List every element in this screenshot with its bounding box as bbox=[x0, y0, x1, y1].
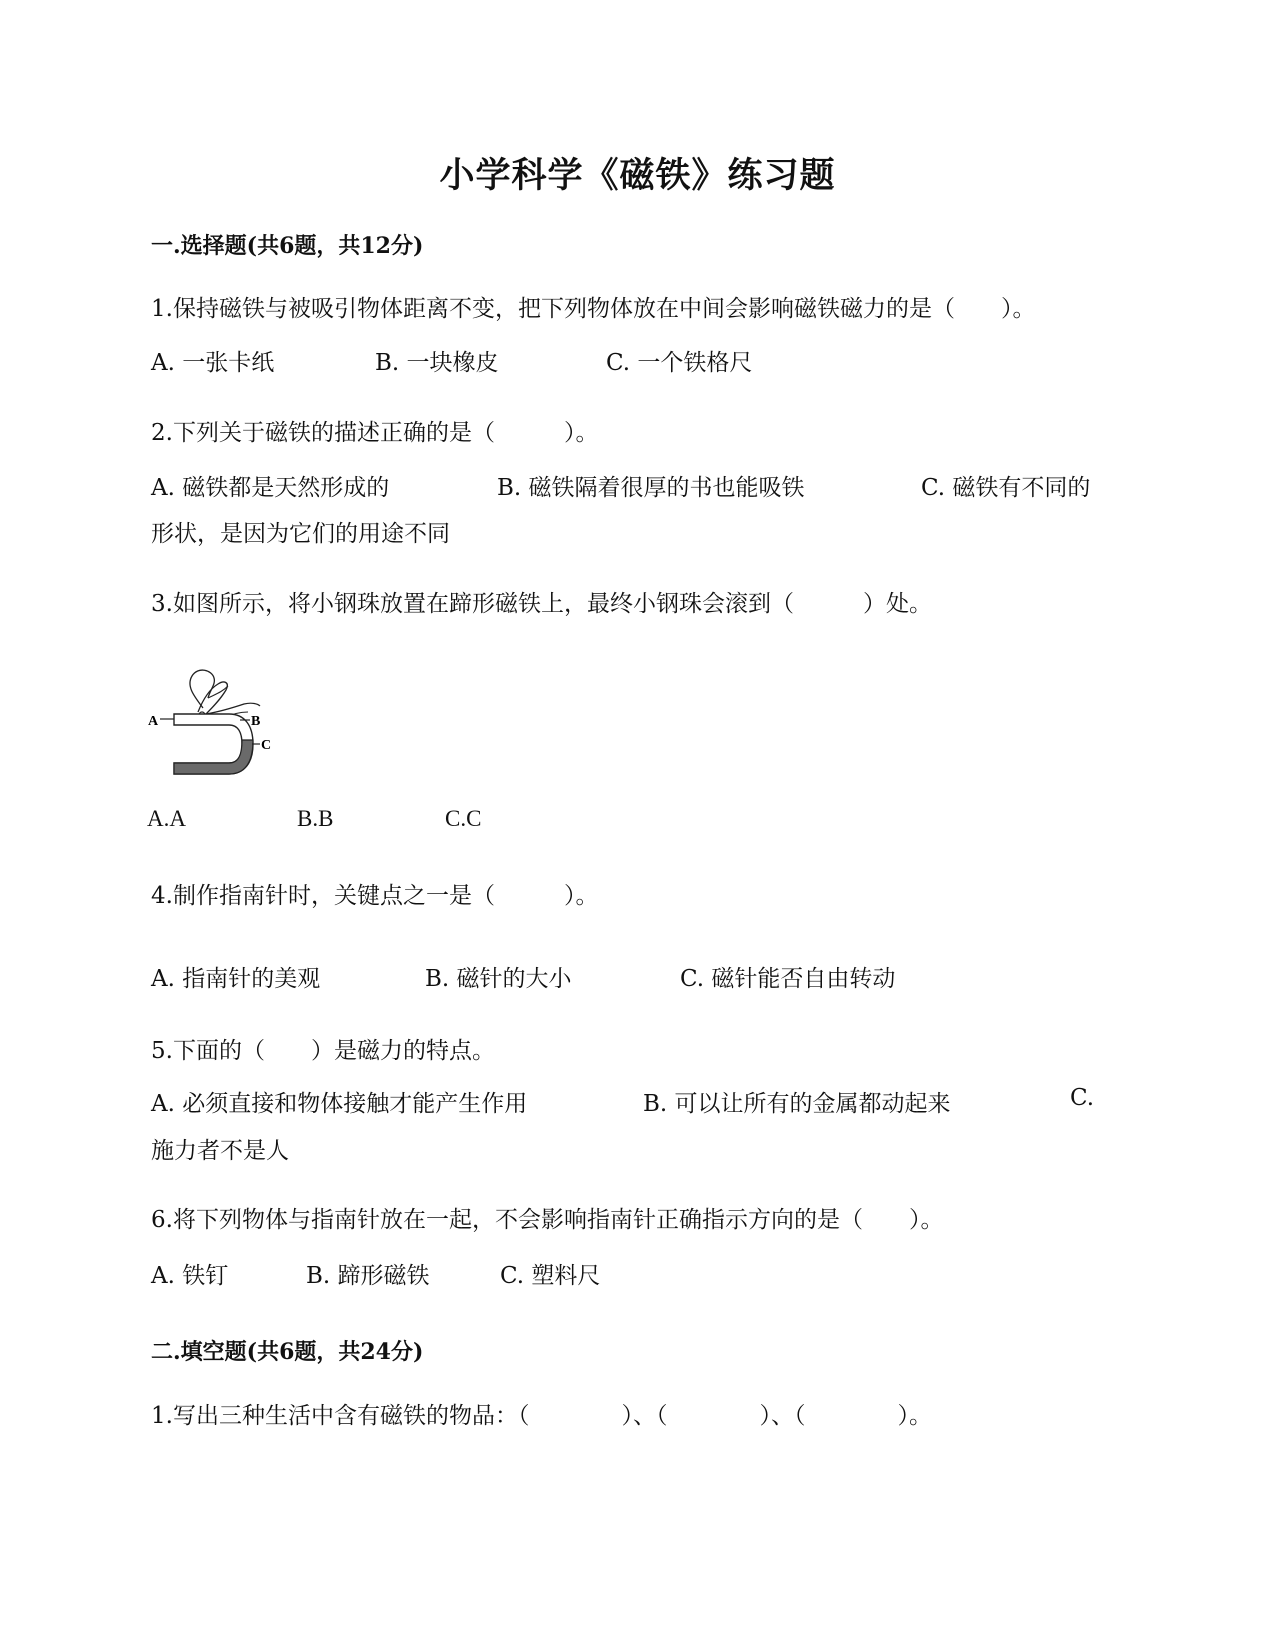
horseshoe-magnet-figure bbox=[146, 668, 288, 802]
figure-label-c: C bbox=[261, 738, 272, 753]
figure-label-a: A bbox=[148, 714, 159, 729]
question-4-option-b: B. 磁针的大小 bbox=[425, 966, 572, 992]
question-1-option-a: A. 一张卡纸 bbox=[151, 350, 275, 376]
question-3-option-a: A.A bbox=[147, 806, 186, 831]
question-6-option-c: C. 塑料尺 bbox=[500, 1263, 601, 1289]
section-heading-choice: 一.选择题(共6题，共12分) bbox=[151, 233, 424, 259]
question-5-option-a: A. 必须直接和物体接触才能产生作用 bbox=[151, 1091, 528, 1117]
question-4-option-a: A. 指南针的美观 bbox=[151, 966, 321, 992]
question-6-stem: 6.将下列物体与指南针放在一起，不会影响指南针正确指示方向的是（ ）。 bbox=[151, 1207, 944, 1233]
figure-label-b: B bbox=[251, 714, 261, 729]
question-3-option-c: C.C bbox=[445, 806, 482, 831]
question-1-option-c: C. 一个铁格尺 bbox=[606, 350, 753, 376]
question-2-option-c-continued: 形状，是因为它们的用途不同 bbox=[151, 521, 450, 547]
question-1-stem: 1.保持磁铁与被吸引物体距离不变，把下列物体放在中间会影响磁铁磁力的是（ ）。 bbox=[151, 296, 1036, 322]
page-title: 小学科学《磁铁》练习题 bbox=[439, 155, 836, 196]
question-2-option-a: A. 磁铁都是天然形成的 bbox=[151, 475, 390, 501]
question-5-option-c-continued: 施力者不是人 bbox=[151, 1138, 289, 1164]
question-2-stem: 2.下列关于磁铁的描述正确的是（ ）。 bbox=[151, 420, 599, 446]
question-3-stem: 3.如图所示，将小钢珠放置在蹄形磁铁上，最终小钢珠会滚到（ ）处。 bbox=[151, 591, 932, 617]
question-5-option-c: C. bbox=[1070, 1085, 1095, 1111]
question-1-option-b: B. 一块橡皮 bbox=[375, 350, 499, 376]
question-5-option-b: B. 可以让所有的金属都动起来 bbox=[643, 1091, 951, 1117]
section-heading-fill-blank: 二.填空题(共6题，共24分) bbox=[151, 1339, 424, 1365]
question-3-option-b: B.B bbox=[297, 806, 334, 831]
question-6-option-a: A. 铁钉 bbox=[151, 1263, 229, 1289]
fill-question-1-stem: 1.写出三种生活中含有磁铁的物品：（ ）、（ ）、（ ）。 bbox=[151, 1403, 932, 1429]
question-6-option-b: B. 蹄形磁铁 bbox=[306, 1263, 430, 1289]
question-2-option-c: C. 磁铁有不同的 bbox=[921, 475, 1091, 501]
question-4-option-c: C. 磁针能否自由转动 bbox=[680, 966, 896, 992]
question-2-option-b: B. 磁铁隔着很厚的书也能吸铁 bbox=[497, 475, 805, 501]
question-5-stem: 5.下面的（ ）是磁力的特点。 bbox=[151, 1038, 495, 1064]
question-4-stem: 4.制作指南针时，关键点之一是（ ）。 bbox=[151, 883, 599, 909]
